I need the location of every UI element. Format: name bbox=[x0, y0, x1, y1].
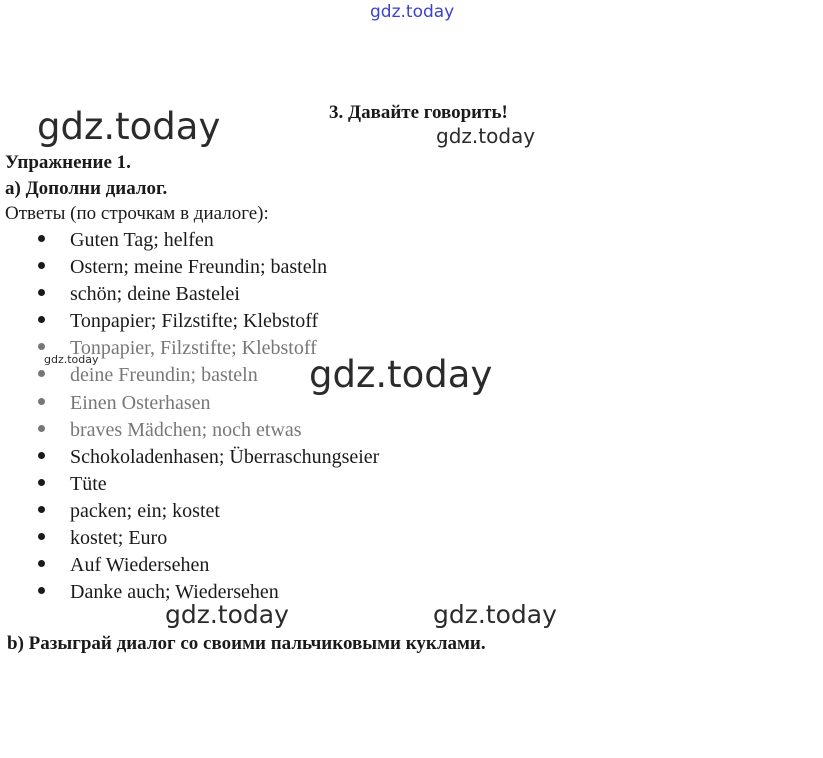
answer-text: schön; deine Bastelei bbox=[70, 283, 240, 306]
answer-text: Ostern; meine Freundin; basteln bbox=[70, 256, 328, 279]
bullet-icon bbox=[38, 370, 45, 377]
answer-text: kostet; Euro bbox=[70, 527, 168, 550]
section-title: 3. Давайте говорить! bbox=[329, 102, 508, 123]
bullet-icon bbox=[38, 316, 45, 323]
answer-text: deine Freundin; basteln bbox=[70, 364, 258, 387]
bullet-icon bbox=[38, 533, 45, 540]
watermark-large-left: gdz.today bbox=[37, 105, 221, 148]
answers-intro: Ответы (по строчкам в диалоге): bbox=[5, 203, 269, 224]
bullet-icon bbox=[38, 262, 45, 269]
answer-text: Tonpapier; Filzstifte; Klebstoff bbox=[70, 310, 319, 333]
bullet-icon bbox=[38, 235, 45, 242]
bullet-icon bbox=[38, 425, 45, 432]
answer-text: Danke auch; Wiedersehen bbox=[70, 581, 279, 604]
watermark-large-center: gdz.today bbox=[309, 353, 493, 396]
task-b-heading: b) Разыграй диалог со своими пальчиковыми куклами. bbox=[7, 633, 486, 654]
bullet-icon bbox=[38, 506, 45, 513]
bullet-icon bbox=[38, 587, 45, 594]
watermark-bottom-left: gdz.today bbox=[165, 600, 289, 629]
bullet-icon bbox=[38, 479, 45, 486]
watermark-tiny: gdz.today bbox=[44, 353, 99, 366]
exercise-title: Упражнение 1. bbox=[5, 152, 131, 173]
answer-text: packen; ein; kostet bbox=[70, 499, 220, 522]
answer-text: Auf Wiedersehen bbox=[70, 554, 210, 577]
answer-text: Schokoladenhasen; Überraschungseier bbox=[70, 445, 380, 468]
bullet-icon bbox=[38, 289, 45, 296]
bullet-icon bbox=[38, 398, 45, 405]
answer-text: Guten Tag; helfen bbox=[70, 229, 214, 251]
answer-text: Einen Osterhasen bbox=[70, 391, 211, 414]
answer-text: braves Mädchen; noch etwas bbox=[70, 418, 302, 441]
watermark-bottom-right: gdz.today bbox=[433, 600, 557, 629]
answer-text: Tüte bbox=[70, 472, 107, 495]
task-a-heading: a) Дополни диалог. bbox=[5, 178, 168, 199]
bullet-icon bbox=[38, 452, 45, 459]
watermark-top: gdz.today bbox=[370, 2, 455, 22]
bullet-icon bbox=[38, 343, 45, 350]
answer-text: Tonpapier, Filzstifte; Klebstoff bbox=[70, 337, 317, 360]
bullet-icon bbox=[38, 560, 45, 567]
watermark-small-right: gdz.today bbox=[436, 124, 536, 148]
